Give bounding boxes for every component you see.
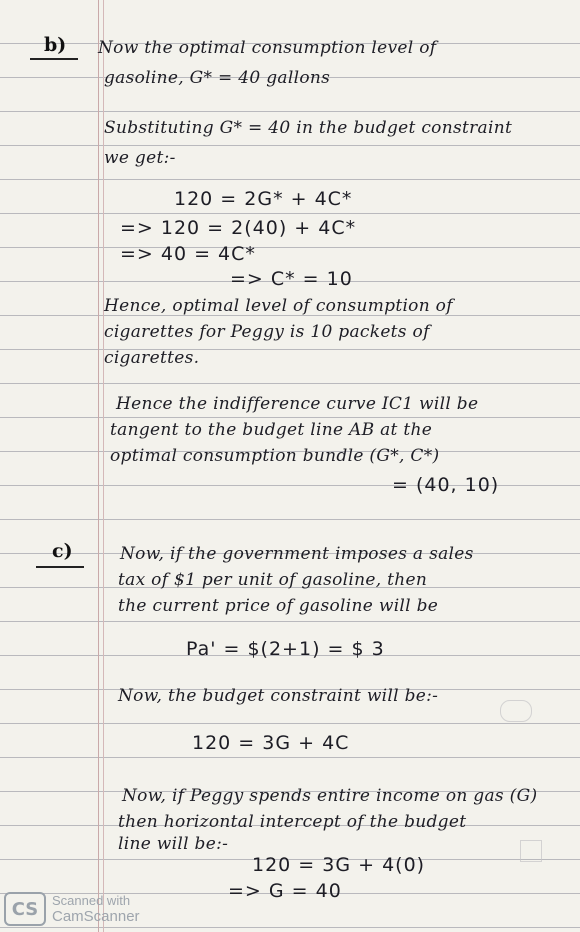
camscanner-logo: CS: [4, 892, 46, 926]
text-line: Now, if Peggy spends entire income on gas (G): [122, 786, 538, 806]
text-line: Now, the budget constraint will be:-: [118, 686, 439, 706]
camscanner-watermark: [4, 892, 140, 926]
text-line: optimal consumption bundle (G*, C*): [110, 446, 440, 466]
part-b-underline: [30, 58, 78, 60]
text-line: Hence the indifference curve IC1 will be: [116, 394, 479, 414]
bleed-mark: [500, 700, 532, 722]
text-line: Hence, optimal level of consumption of: [104, 296, 453, 316]
equation-line: 120 = 3G + 4(0): [252, 854, 426, 876]
text-line: we get:-: [104, 148, 176, 168]
equation-line: 120 = 2G* + 4C*: [174, 188, 353, 210]
watermark-line1: Scanned with: [52, 893, 131, 908]
part-c-underline: [36, 566, 84, 568]
margin-line: [98, 0, 99, 932]
equation-line: = (40, 10): [392, 474, 500, 496]
margin-line-secondary: [103, 0, 104, 932]
part-b-label: b): [44, 34, 67, 56]
watermark-text: [52, 893, 140, 925]
text-line: then horizontal intercept of the budget: [118, 812, 467, 832]
text-line: tangent to the budget line AB at the: [110, 420, 433, 440]
text-line: Now the optimal consumption level of: [98, 38, 437, 58]
text-line: tax of $1 per unit of gasoline, then: [118, 570, 428, 590]
equation-line: 120 = 3G + 4C: [192, 732, 350, 754]
equation-line: => 40 = 4C*: [120, 243, 256, 265]
equation-line: Pa' = $(2+1) = $ 3: [186, 638, 385, 660]
bleed-mark: [520, 840, 542, 862]
equation-line: => G = 40: [228, 880, 342, 902]
text-line: line will be:-: [118, 834, 229, 854]
text-line: cigarettes for Peggy is 10 packets of: [104, 322, 430, 342]
text-line: Now, if the government imposes a sales: [120, 544, 474, 564]
equation-line: => C* = 10: [230, 268, 353, 290]
text-line: cigarettes.: [104, 348, 200, 368]
text-line: Substituting G* = 40 in the budget constraint: [104, 118, 513, 138]
text-line: gasoline, G* = 40 gallons: [104, 68, 331, 88]
equation-line: => 120 = 2(40) + 4C*: [120, 217, 357, 239]
part-c-label: c): [52, 540, 73, 562]
watermark-line2: CamScanner: [52, 908, 140, 925]
text-line: the current price of gasoline will be: [118, 596, 439, 616]
